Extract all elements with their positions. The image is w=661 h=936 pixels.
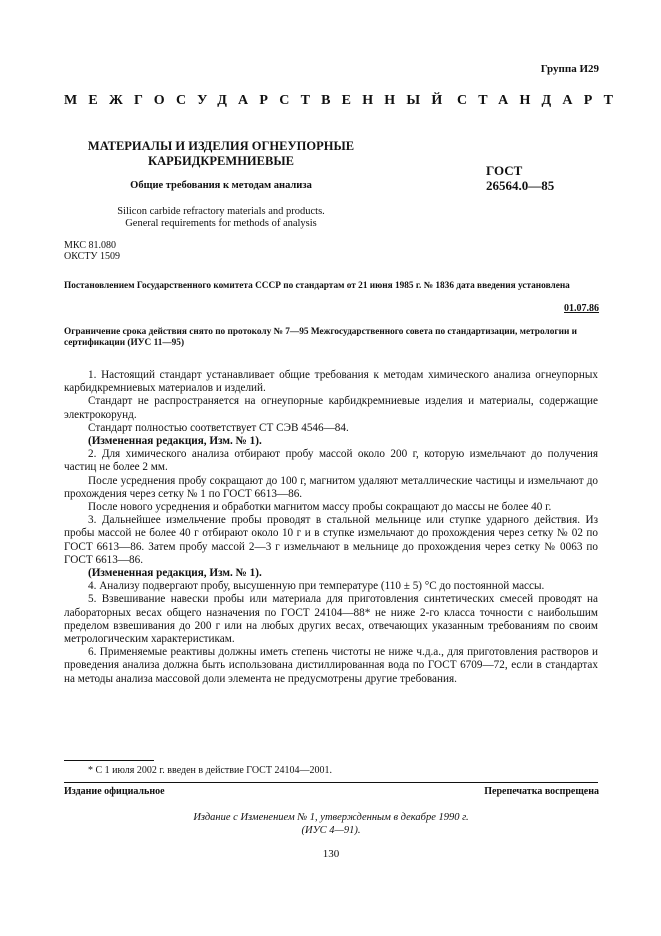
paragraph: 2. Для химического анализа отбирают пробу массой около 200 г, которую измельчают до получения частиц не более 2 мм. [64,448,598,474]
paragraph: 3. Дальнейшее измельчение пробы проводят в стальной мельнице или ступке ударного действия. Из пробы массой не более 40 г отбирают около 10 г и в ступке измельчают до прохождения через сетку № 02 по ГОСТ 6613—86. Затем пробу массой 2—3 г измельчают в мельнице до прохождения через сетку № 0063 по ГОСТ 6613—86. [64,514,598,566]
english-title-line-1: Silicon carbide refractory materials and products. [117,206,325,217]
edition-note-line-1: Издание с Изменением № 1, утвержденным в декабре 1990 г. [193,812,469,823]
effective-date: 01.07.86 [564,303,599,314]
classifier-codes [64,240,120,262]
amendment-note: (Измененная редакция, Изм. № 1). [88,567,262,580]
paragraph: 4. Анализу подвергают пробу, высушенную при температуре (110 ± 5) °С до постоянной массы. [88,580,545,593]
title-line-1: МАТЕРИАЛЫ И ИЗДЕЛИЯ ОГНЕУПОРНЫЕ [87,139,355,153]
footnote-divider [64,760,154,761]
document-subtitle: Общие требования к методам анализа [130,180,312,191]
official-edition-label: Издание официальное [64,786,165,797]
gost-number: 26564.0—85 [486,178,555,193]
mks-code: МКС 81.080 [64,240,116,251]
paragraph: Стандарт не распространяется на огнеупорные карбидкремниевые изделия и материалы, содержащие электрокорунд. [64,395,598,421]
okstu-code: ОКСТУ 1509 [64,251,121,262]
gost-designation [486,163,554,193]
paragraph: После нового усреднения и обработки магнитом массу пробы сокращают до массы не более 40 г. [88,501,552,514]
paragraph: 1. Настоящий стандарт устанавливает общие требования к методам химического анализа огнеупорных карбидкремниевых материалов и изделий. [64,369,598,395]
group-code: Группа И29 [540,63,599,75]
reprint-prohibited-label: Перепечатка воспрещена [484,786,599,797]
edition-note-line-2: (ИУС 4—91). [301,824,361,836]
decree-text: Постановлением Государственного комитета СССР по стандартам от 21 июня 1985 г. № 1836 дата введения установлена [64,281,570,291]
paragraph: 6. Применяемые реактивы должны иметь степень чистоты не ниже ч.д.а., для приготовления растворов и проведения анализа должна быть использована дистиллированная вода по ГОСТ 6709—72, если в стандартах на методы анализа массовой доли элемента не предусмотрены другие требования. [64,646,598,685]
footnote: * С 1 июля 2002 г. введен в действие ГОСТ 24104—2001. [88,765,332,776]
english-title-line-2: General requirements for methods of analysis [125,218,317,229]
paragraph: 5. Взвешивание навески пробы или материала для приготовления синтетических смесей проводят на лабораторных весах общего назначения по ГОСТ 24104—88* не ниже 2-го класса точности с наибольшим пределом взвешивания до 200 г или на любых других весах, отвечающих указанным требованиям по своим метрологическим характеристикам. [64,593,598,646]
paragraph: Стандарт полностью соответствует СТ СЭВ 4546—84. [88,421,349,434]
banner-standard: СТАНДАРТ [457,93,625,108]
limitation-text: Ограничение срока действия снято по протоколу № 7—95 Межгосударственного совета по стандартизации, метрологии и сертификации (ИУС 11—95) [64,327,577,348]
edition-note [64,812,598,837]
gost-label: ГОСТ [486,163,523,178]
document-title [85,139,357,169]
page-number: 130 [322,848,340,860]
footer-rule [64,782,598,783]
body-text [64,369,598,686]
english-title [85,206,357,230]
banner-interstate: МЕЖГОСУДАРСТВЕННЫЙ [64,93,454,108]
paragraph: После усреднения пробу сокращают до 100 г, магнитом удаляют металлические частицы и измельчают до прохождения через сетку № 1 по ГОСТ 6613—86. [64,474,598,500]
title-line-2: КАРБИДКРЕМНИЕВЫЕ [148,154,294,168]
amendment-note: (Измененная редакция, Изм. № 1). [88,435,262,448]
